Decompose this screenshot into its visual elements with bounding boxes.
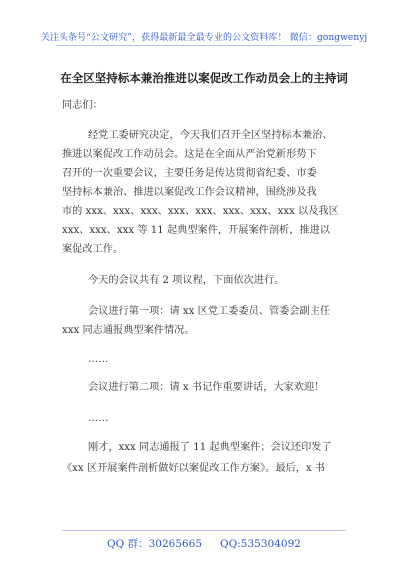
- header-divider: [56, 45, 352, 46]
- ellipsis: ……: [88, 413, 109, 424]
- header-note: 关注头条号“公文研究”，获得最新最全最专业的公文资料库！ 微信：gongwenyj: [40, 33, 368, 43]
- body-line: xxx、xxx、xxx 等 11 起典型案件，开展案件剖析，推进以: [62, 225, 330, 236]
- agenda-item-1-line: 会议进行第一项：请 xx 区党工委委员、管委会副主任: [88, 306, 331, 317]
- body-line: 坚持标本兼治、推进以案促改工作会议精神，围绕涉及我: [62, 187, 317, 198]
- footer-divider: [62, 530, 346, 531]
- footer-qq: QQ:535304092: [220, 538, 301, 550]
- agenda-item-1-line: xxx 同志通报典型案件情况。: [62, 325, 195, 336]
- body-line: 市的 xxx、xxx、xxx、xxx、xxx、xxx、xxx、xxx 以及我区: [62, 206, 339, 217]
- document-title: 在全区坚持标本兼治推进以案促改工作动员会上的主持词: [60, 71, 348, 85]
- body-line: 召开的一次重要会议，主要任务是传达贯彻省纪委、市委: [62, 168, 317, 179]
- body-line: 经党工委研究决定，今天我们召开全区坚持标本兼治、: [88, 130, 333, 141]
- ellipsis: ……: [88, 354, 109, 365]
- body-line: 推进以案促改工作动员会。这是在全面从严治党新形势下: [62, 149, 317, 160]
- footer-qq-group: QQ 群：30265665: [107, 538, 203, 550]
- agenda-intro: 今天的会议共有 2 项议程，下面依次进行。: [88, 275, 285, 286]
- body-line: 《xx 区开展案件剖析做好以案促改工作方案》。最后，x 书: [62, 463, 326, 474]
- salutation: 同志们：: [62, 100, 103, 111]
- body-line: 案促改工作。: [62, 244, 124, 255]
- agenda-item-2-line: 会议进行第二项：请 x 书记作重要讲话，大家欢迎！: [88, 382, 325, 393]
- body-line: 刚才，xxx 同志通报了 11 起典型案件；会议还印发了: [88, 442, 332, 453]
- footer: [0, 536, 408, 551]
